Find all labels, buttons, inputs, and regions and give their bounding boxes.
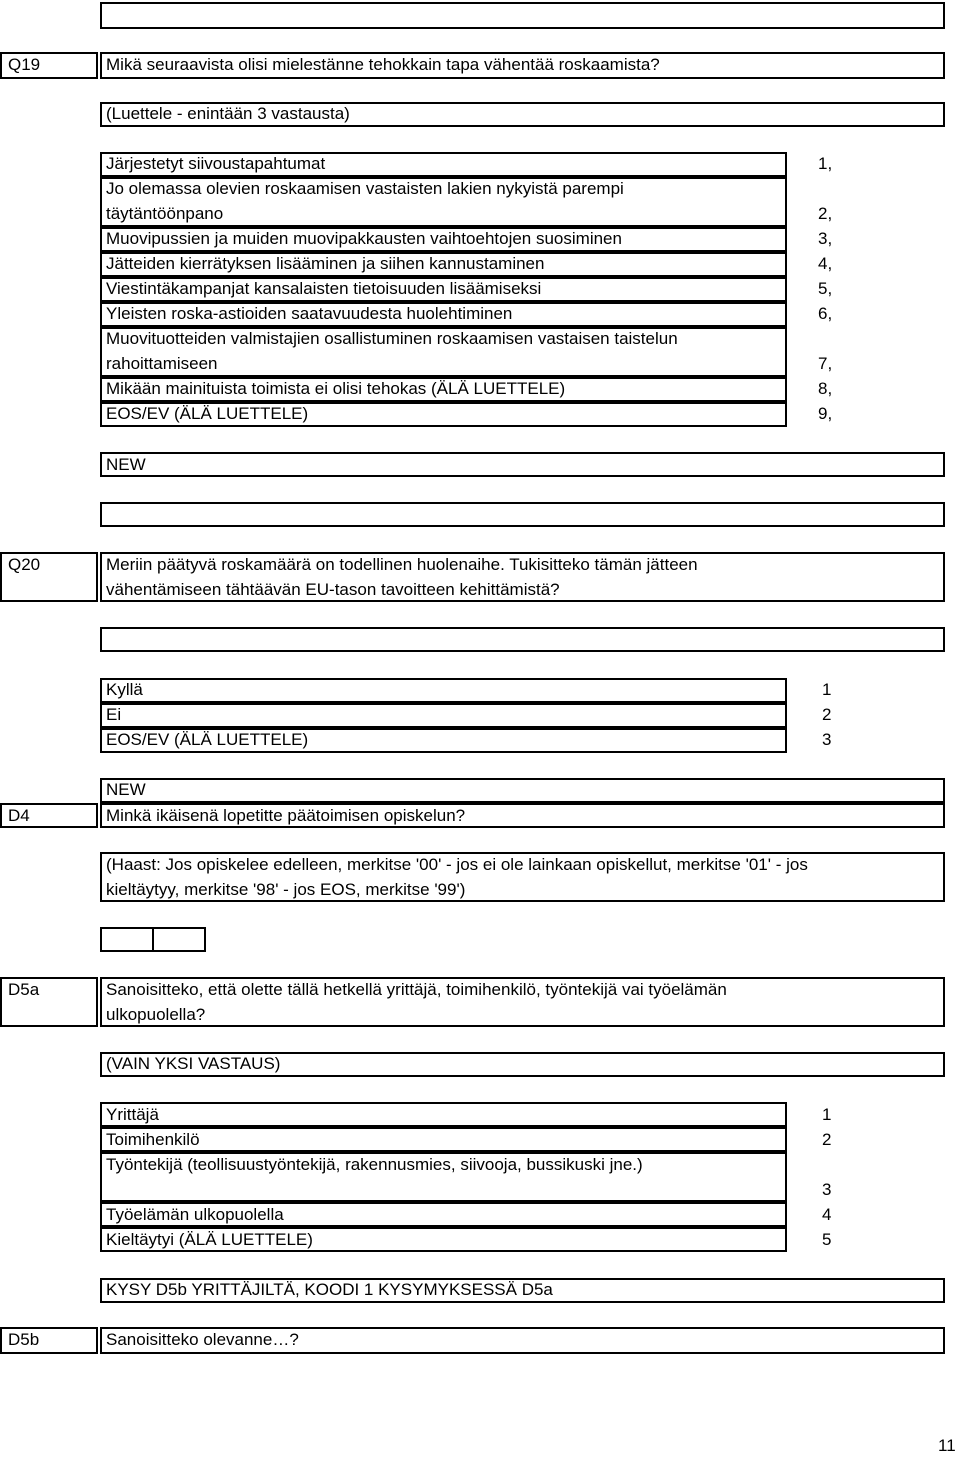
d5a-question: ulkopuolella? xyxy=(106,1005,206,1024)
q19-option-label: Muovituotteiden valmistajien osallistuminen roskaamisen vastaisen taistelun xyxy=(106,329,678,348)
d5a-instruction: (VAIN YKSI VASTAUS) xyxy=(106,1054,281,1073)
q19-option-label: Jätteiden kierrätyksen lisääminen ja siihen kannustaminen xyxy=(106,254,545,273)
q20-option-code: 1 xyxy=(822,680,832,699)
q19-option-code: 4, xyxy=(818,254,833,273)
q20-question: vähentämiseen tähtäävän EU-tason tavoitteen kehittämistä? xyxy=(106,580,560,599)
q19-option-label: Järjestetyt siivoustapahtumat xyxy=(106,154,326,173)
d4-age-digit-box[interactable] xyxy=(100,927,154,952)
q20-option-label: Ei xyxy=(106,705,122,724)
d5a-question: Sanoisitteko, että olette tällä hetkellä yrittäjä, toimihenkilö, työntekijä vai työelämän xyxy=(106,980,727,999)
empty-box xyxy=(100,627,945,652)
q20-option-label: Kyllä xyxy=(106,680,143,699)
d5a-option-box xyxy=(100,1102,787,1127)
q19-id: Q19 xyxy=(8,55,41,74)
d4-new-marker: NEW xyxy=(106,780,146,799)
top-empty-box xyxy=(100,2,945,29)
q19-option-label: EOS/EV (ÄLÄ LUETTELE) xyxy=(106,404,309,423)
d5a-option-code: 4 xyxy=(822,1205,832,1224)
q20-option-box xyxy=(100,703,787,728)
d4-instruction: (Haast: Jos opiskelee edelleen, merkitse '00' - jos ei ole lainkaan opiskellut, merkitse '01' - jos xyxy=(106,855,808,874)
q20-id: Q20 xyxy=(8,555,41,574)
q19-option-code: 6, xyxy=(818,304,833,323)
q20-option-code: 2 xyxy=(822,705,832,724)
d5a-option-code: 3 xyxy=(822,1180,832,1199)
d5a-option-code: 5 xyxy=(822,1230,832,1249)
d5a-option-box xyxy=(100,1127,787,1152)
d5a-option-label: Toimihenkilö xyxy=(106,1130,200,1149)
d4-instruction: kieltäytyy, merkitse '98' - jos EOS, merkitse '99') xyxy=(106,880,466,899)
q19-option-label: Jo olemassa olevien roskaamisen vastaisten lakien nykyistä parempi xyxy=(106,179,624,198)
q19-option-code: 1, xyxy=(818,154,833,173)
d5a-id: D5a xyxy=(8,980,40,999)
q19-option-code: 7, xyxy=(818,354,833,373)
q19-option-code: 8, xyxy=(818,379,833,398)
new-marker: NEW xyxy=(106,455,146,474)
d5a-option-code: 2 xyxy=(822,1130,832,1149)
d4-question: Minkä ikäisenä lopetitte päätoimisen opiskelun? xyxy=(106,806,466,825)
d5a-option-label: Työntekijä (teollisuustyöntekijä, rakennusmies, siivooja, bussikuski jne.) xyxy=(106,1155,643,1174)
q19-option-code: 9, xyxy=(818,404,833,423)
d5b-question: Sanoisitteko olevanne…? xyxy=(106,1330,299,1349)
page-number: 11 xyxy=(938,1436,956,1455)
d5a-option-label: Työelämän ulkopuolella xyxy=(106,1205,284,1224)
d5a-option-label: Yrittäjä xyxy=(106,1105,159,1124)
q19-option-code: 2, xyxy=(818,204,833,223)
d5b-id: D5b xyxy=(8,1330,40,1349)
q20-option-label: EOS/EV (ÄLÄ LUETTELE) xyxy=(106,730,309,749)
q19-question: Mikä seuraavista olisi mielestänne tehokkain tapa vähentää roskaamista? xyxy=(106,55,660,74)
d4-age-digit-box[interactable] xyxy=(152,927,206,952)
d5a-option-code: 1 xyxy=(822,1105,832,1124)
d4-id: D4 xyxy=(8,806,30,825)
q20-option-code: 3 xyxy=(822,730,832,749)
new-marker-box xyxy=(100,452,945,477)
q20-option-box xyxy=(100,678,787,703)
q20-question: Meriin päätyvä roskamäärä on todellinen huolenaihe. Tukisitteko tämän jätteen xyxy=(106,555,698,574)
q19-option-label: Muovipussien ja muiden muovipakkausten vaihtoehtojen suosiminen xyxy=(106,229,622,248)
d5a-routing: KYSY D5b YRITTÄJILTÄ, KOODI 1 KYSYMYKSESSÄ D5a xyxy=(106,1280,553,1299)
d4-new-box xyxy=(100,778,945,803)
q19-option-code: 5, xyxy=(818,279,833,298)
q19-option-label: Yleisten roska-astioiden saatavuudesta huolehtiminen xyxy=(106,304,513,323)
q19-option-label: Mikään mainituista toimista ei olisi tehokas (ÄLÄ LUETTELE) xyxy=(106,379,566,398)
empty-box xyxy=(100,502,945,527)
q19-option-code: 3, xyxy=(818,229,833,248)
q19-option-label: täytäntöönpano xyxy=(106,204,224,223)
q19-option-label: Viestintäkampanjat kansalaisten tietoisuuden lisäämiseksi xyxy=(106,279,542,298)
d5a-option-label: Kieltäytyi (ÄLÄ LUETTELE) xyxy=(106,1230,313,1249)
q19-option-label: rahoittamiseen xyxy=(106,354,218,373)
q19-instruction: (Luettele - enintään 3 vastausta) xyxy=(106,104,350,123)
